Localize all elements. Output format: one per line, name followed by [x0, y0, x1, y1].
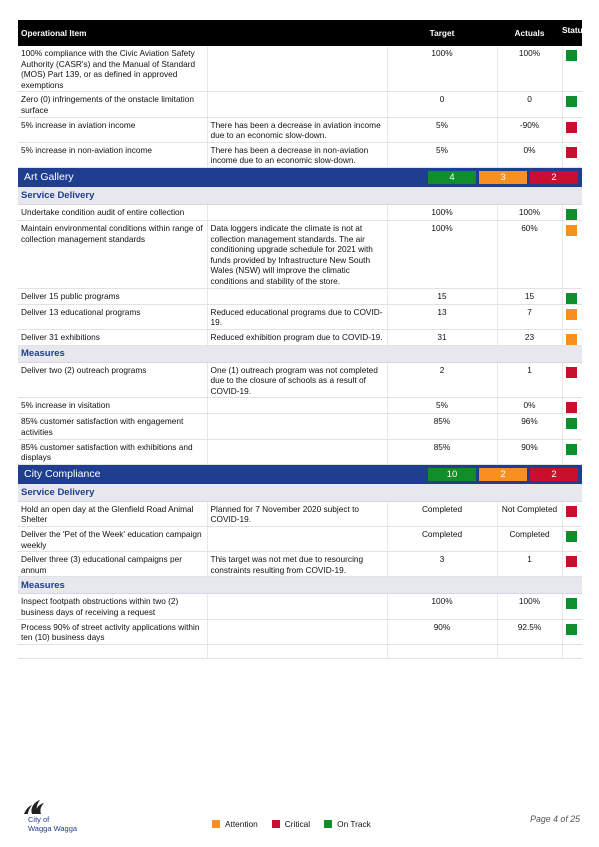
status-cell [562, 398, 582, 414]
table-row [18, 439, 582, 464]
status-green-indicator [566, 50, 577, 61]
actual-value: Completed [497, 527, 562, 552]
legend-swatch [324, 820, 332, 828]
status-cell [562, 92, 582, 117]
comment: Planned for 7 November 2020 subject to COVID-19. [207, 501, 387, 526]
table-row [18, 288, 582, 304]
section-counts [387, 464, 582, 484]
operational-item: Deliver 13 educational programs [18, 304, 207, 329]
operational-item: 85% customer satisfaction with engagement activities [18, 414, 207, 439]
status-cell [562, 362, 582, 398]
actual-value: Not Completed [497, 501, 562, 526]
actual-value: 92.5% [497, 619, 562, 644]
status-cell [562, 439, 582, 464]
operational-item: 100% compliance with the Civic Aviation Safety Authority (CASR's) and the Manual of Standard (MOS) Part 139, or as defined in approved exemptions [18, 46, 207, 92]
operational-item: 5% increase in aviation income [18, 117, 207, 142]
status-cell [562, 552, 582, 577]
status-cell [562, 594, 582, 619]
table-row [18, 142, 582, 167]
operational-item: Inspect footpath obstructions within two (2) business days of receiving a request [18, 594, 207, 619]
subsection-title: Measures [18, 577, 582, 594]
status-red-indicator [566, 402, 577, 413]
table-row [18, 501, 582, 526]
comment: There has been a decrease in aviation income due to an economic slow-down. [207, 117, 387, 142]
count-green-badge: 4 [428, 171, 476, 184]
table-row [18, 552, 582, 577]
target-value: 100% [387, 594, 497, 619]
status-orange-indicator [566, 225, 577, 236]
subsection-header [18, 187, 582, 204]
comment: There has been a decrease in non-aviation income due to an economic slow-down. [207, 142, 387, 167]
empty-cell [387, 644, 497, 658]
table-body [18, 20, 588, 658]
logo-text [28, 816, 77, 833]
operational-item: Deliver 31 exhibitions [18, 329, 207, 345]
operational-item: Deliver 15 public programs [18, 288, 207, 304]
actual-value: 23 [497, 329, 562, 345]
legend-label: Critical [284, 819, 311, 829]
operational-item: Maintain environmental conditions within range of collection management standards [18, 220, 207, 288]
actual-value: 96% [497, 414, 562, 439]
status-green-indicator [566, 209, 577, 220]
report-page [18, 20, 588, 659]
header-actuals: Actuals [497, 20, 562, 46]
header-target: Target [387, 20, 497, 46]
comment [207, 92, 387, 117]
table-row [18, 117, 582, 142]
status-cell [562, 288, 582, 304]
status-cell [562, 619, 582, 644]
operational-item: Process 90% of street activity applications within ten (10) business days [18, 619, 207, 644]
status-cell [562, 501, 582, 526]
table-row [18, 362, 582, 398]
operational-item: Undertake condition audit of entire collection [18, 204, 207, 220]
actual-value: 100% [497, 204, 562, 220]
table-row [18, 594, 582, 619]
operational-item: 5% increase in visitation [18, 398, 207, 414]
status-cell [562, 220, 582, 288]
empty-cell [18, 644, 207, 658]
section-header-art-gallery [18, 167, 582, 187]
count-orange-badge: 2 [479, 468, 527, 481]
legend-label: On Track [337, 819, 371, 829]
comment [207, 204, 387, 220]
section-header-city-compliance [18, 464, 582, 484]
target-value: 90% [387, 619, 497, 644]
section-title: Art Gallery [18, 167, 387, 187]
status-cell [562, 142, 582, 167]
actual-value: 100% [497, 46, 562, 92]
status-green-indicator [566, 444, 577, 455]
target-value: 5% [387, 117, 497, 142]
operational-item: 5% increase in non-aviation income [18, 142, 207, 167]
count-red-badge: 2 [530, 468, 578, 481]
target-value: 100% [387, 46, 497, 92]
empty-cell [207, 644, 387, 658]
actual-value: 0 [497, 92, 562, 117]
comment [207, 46, 387, 92]
status-green-indicator [566, 293, 577, 304]
status-cell [562, 304, 582, 329]
table-row [18, 46, 582, 92]
header-status: Status [562, 20, 582, 46]
table-row [18, 204, 582, 220]
status-red-indicator [566, 367, 577, 378]
actual-value: -90% [497, 117, 562, 142]
actual-value: 0% [497, 398, 562, 414]
target-value: Completed [387, 501, 497, 526]
status-cell [562, 329, 582, 345]
count-orange-badge: 3 [479, 171, 527, 184]
subsection-header [18, 345, 582, 362]
comment: Reduced educational programs due to COVID-19. [207, 304, 387, 329]
subsection-header [18, 577, 582, 594]
status-orange-indicator [566, 309, 577, 320]
operational-item: Deliver the 'Pet of the Week' education campaign weekly [18, 527, 207, 552]
legend-label: Attention [225, 819, 258, 829]
section-title: City Compliance [18, 464, 387, 484]
comment [207, 619, 387, 644]
target-value: 13 [387, 304, 497, 329]
subsection-title: Service Delivery [18, 484, 582, 501]
status-green-indicator [566, 418, 577, 429]
table-row [18, 304, 582, 329]
count-red-badge: 2 [530, 171, 578, 184]
header-operational-item: Operational Item [18, 20, 207, 46]
comment: Data loggers indicate the climate is not at collection management standards. The air conditioning upgrade schedule for 2021 with funds provided by Infrastructure New South Wales (NSW) will improve the climatic conditions and stability of the store. [207, 220, 387, 288]
target-value: 2 [387, 362, 497, 398]
target-value: 0 [387, 92, 497, 117]
count-green-badge: 10 [428, 468, 476, 481]
target-value: 100% [387, 220, 497, 288]
actual-value: 100% [497, 594, 562, 619]
operational-plan-table [18, 20, 588, 659]
comment: One (1) outreach program was not completed due to the closure of schools as a result of COVID-19. [207, 362, 387, 398]
operational-item: 85% customer satisfaction with exhibitions and displays [18, 439, 207, 464]
status-orange-indicator [566, 334, 577, 345]
status-red-indicator [566, 506, 577, 517]
status-green-indicator [566, 96, 577, 107]
status-cell [562, 204, 582, 220]
status-cell [562, 117, 582, 142]
header-comment [207, 20, 387, 46]
empty-cell [562, 644, 582, 658]
subsection-title: Service Delivery [18, 187, 582, 204]
comment [207, 527, 387, 552]
legend-swatch [272, 820, 280, 828]
comment [207, 414, 387, 439]
actual-value: 0% [497, 142, 562, 167]
comment [207, 398, 387, 414]
status-cell [562, 414, 582, 439]
status-red-indicator [566, 147, 577, 158]
status-legend [212, 819, 371, 829]
operational-item: Zero (0) infringements of the onstacle limitation surface [18, 92, 207, 117]
table-row [18, 527, 582, 552]
target-value: 5% [387, 142, 497, 167]
table-header-row [18, 20, 582, 46]
subsection-header [18, 484, 582, 501]
status-cell [562, 46, 582, 92]
table-row [18, 619, 582, 644]
table-row [18, 398, 582, 414]
comment [207, 439, 387, 464]
legend-item [324, 819, 371, 829]
target-value: 85% [387, 439, 497, 464]
comment: This target was not met due to resourcing constraints resulting from COVID-19. [207, 552, 387, 577]
comment [207, 288, 387, 304]
actual-value: 1 [497, 362, 562, 398]
logo-line-2: Wagga Wagga [28, 823, 78, 833]
status-green-indicator [566, 531, 577, 542]
status-cell [562, 527, 582, 552]
legend-item [272, 819, 310, 829]
page-footer [18, 800, 582, 840]
operational-item: Deliver three (3) educational campaigns per annum [18, 552, 207, 577]
status-red-indicator [566, 556, 577, 567]
actual-value: 90% [497, 439, 562, 464]
empty-cell [497, 644, 562, 658]
target-value: 3 [387, 552, 497, 577]
table-row [18, 414, 582, 439]
legend-swatch [212, 820, 220, 828]
status-red-indicator [566, 122, 577, 133]
comment [207, 594, 387, 619]
actual-value: 15 [497, 288, 562, 304]
actual-value: 60% [497, 220, 562, 288]
operational-item: Hold an open day at the Glenfield Road Animal Shelter [18, 501, 207, 526]
status-green-indicator [566, 598, 577, 609]
target-value: 85% [387, 414, 497, 439]
actual-value: 7 [497, 304, 562, 329]
subsection-title: Measures [18, 345, 582, 362]
legend-item [212, 819, 258, 829]
operational-item: Deliver two (2) outreach programs [18, 362, 207, 398]
target-value: 100% [387, 204, 497, 220]
section-counts [387, 167, 582, 187]
target-value: 5% [387, 398, 497, 414]
target-value: Completed [387, 527, 497, 552]
page-number: Page 4 of 25 [530, 814, 580, 824]
target-value: 15 [387, 288, 497, 304]
empty-row [18, 644, 582, 658]
actual-value: 1 [497, 552, 562, 577]
comment: Reduced exhibition program due to COVID-19. [207, 329, 387, 345]
table-row [18, 329, 582, 345]
table-row [18, 220, 582, 288]
target-value: 31 [387, 329, 497, 345]
status-green-indicator [566, 624, 577, 635]
logo-line-1: City of [28, 815, 50, 824]
table-row [18, 92, 582, 117]
